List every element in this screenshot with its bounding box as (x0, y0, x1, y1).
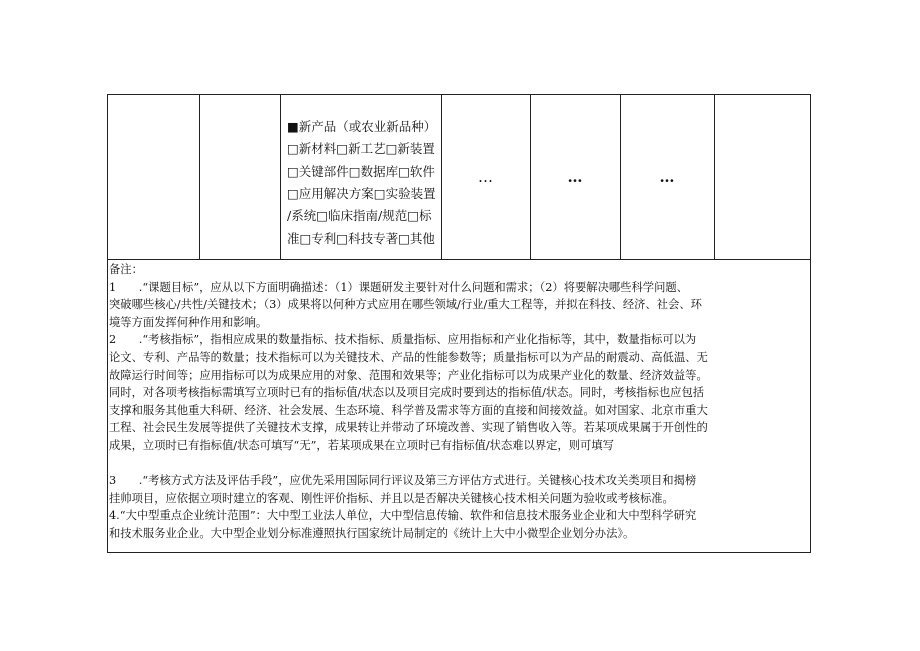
note-line: 故障运行时间等；应用指标可以为成果应用的对象、范围和效果等；产业化指标可以为成果产业化的数量、经济效益等。 (109, 368, 708, 382)
note-line: 2 .“考核指标”，指相应成果的数量指标、技术指标、质量指标、应用指标和产业化指标等，其中，数量指标可以为 (109, 333, 697, 347)
indicator-table (107, 94, 811, 553)
product-type-line: /系统□临床指南/规范□标 (287, 208, 432, 224)
note-line: 支撑和服务其他重大科研、经济、社会发展、生态环境、科学普及需求等方面的直接和间接效益。如对国家、北京市重大 (109, 403, 708, 417)
ellipsis-cell: … (621, 95, 715, 260)
note-line: 3 .“考核方式方法及评估手段”，应优先采用国际同行评议及第三方评估方式进行。关键核心技术攻关类项目和揭榜 (109, 474, 697, 488)
product-type-cell (281, 95, 442, 260)
product-type-line: ■新产品（或农业新品种） (287, 119, 437, 135)
note-line: 同时，对各项考核指标需填写立项时已有的指标值/状态以及项目完成时要到达的指标值/状态。同时，考核指标也应包括 (109, 386, 705, 400)
ellipsis-cell: … (442, 95, 531, 260)
note-line: 工程、社会民生发展等提供了关键技术支撑，成果转让并带动了环境改善、实现了销售收入等。若某项成果属于开创性的 (109, 421, 708, 435)
table-row (108, 95, 811, 260)
note-line: 境等方面发挥何种作用和影响。 (109, 315, 268, 329)
empty-cell (108, 95, 200, 260)
note-line: 1 .“课题目标”，应从以下方面明确描述：（1）课题研发主要针对什么问题和需求；（2）将要解决哪些科学问题、 (109, 280, 688, 294)
product-type-line: □新材料□新工艺□新装置 (287, 141, 435, 157)
note-line: 论文、专利、产品等的数量；技术指标可以为关键技术、产品的性能参数等；质量指标可以为产品的耐震动、高低温、无 (109, 350, 708, 364)
product-type-line: □应用解决方案□实验装置 (287, 186, 436, 201)
product-type-line: □关键部件□数据库□软件 (287, 163, 435, 179)
note-line: 4.“大中型重点企业统计范围”：大中型工业法人单位，大中型信息传输、软件和信息技术服务业企业和大中型科学研究 (109, 509, 697, 523)
note-spacer (109, 455, 808, 473)
note-line: 和技术服务业企业。大中型企业划分标准遵照执行国家统计局制定的《统计上大中小微型企业划分办法》。 (109, 526, 635, 540)
notes-cell (108, 260, 811, 553)
notes-row (108, 260, 811, 553)
empty-cell (715, 95, 811, 260)
product-type-list (281, 104, 441, 250)
product-type-line: 准□专利□科技专著□其他 (287, 230, 435, 246)
note-line: 挂帅项目，应依据立项时建立的客观、刚性评价指标、并且以是否解决关键核心技术相关问题为验收或考核标准。 (109, 491, 674, 505)
ellipsis-cell: … (531, 95, 621, 260)
note-line: 成果，立项时已有指标值/状态可填写“无”，若某项成果在立项时已有指标值/状态难以界定，则可填写 (109, 438, 614, 452)
empty-cell (200, 95, 281, 260)
note-line: 突破哪些核心/共性/关键技术；（3）成果将以何种方式应用在哪些领域/行业/重大工程等，并拟在科技、经济、社会、环 (109, 298, 702, 312)
notes-heading: 备注： (109, 263, 143, 276)
